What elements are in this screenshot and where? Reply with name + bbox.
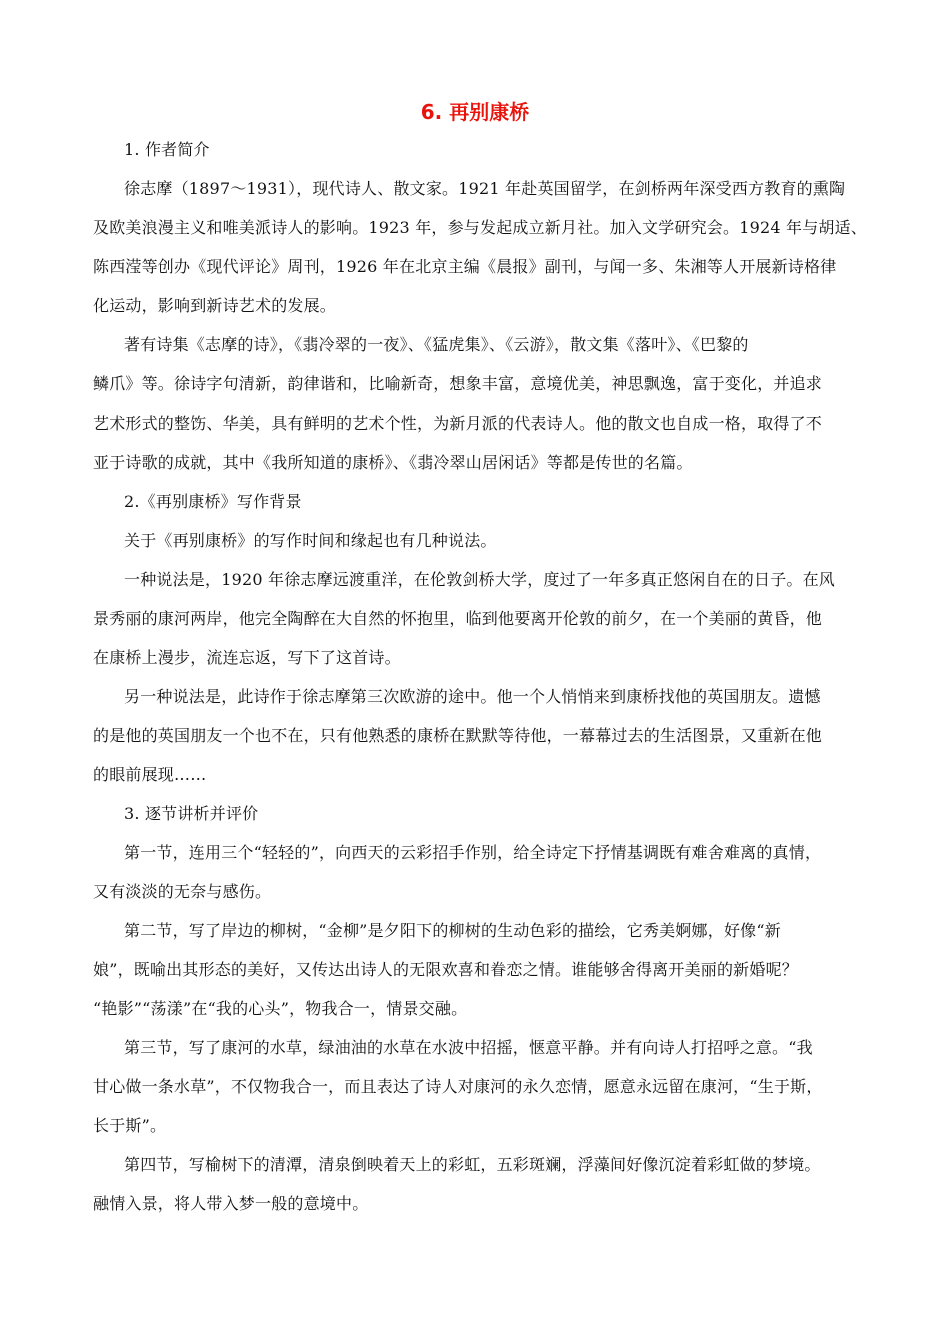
paragraph-line: 第四节，写榆树下的清潭，清泉倒映着天上的彩虹，五彩斑斓，浮藻间好像沉淀着彩虹做的梦境。	[124, 1155, 821, 1174]
paragraph-line: 关于《再别康桥》的写作时间和缘起也有几种说法。	[124, 531, 497, 550]
paragraph-line: 陈西滢等创办《现代评论》周刊，1926 年在北京主编《晨报》副刊，与闻一多、朱湘等人开展新诗格律	[93, 257, 837, 276]
paragraph-line: 第二节，写了岸边的柳树，“金柳”是夕阳下的柳树的生动色彩的描绘，它秀美婀娜，好像“新	[124, 921, 781, 940]
paragraph-line: “艳影”“荡漾”在“我的心头”，物我合一，情景交融。	[93, 999, 468, 1018]
paragraph-line: 一种说法是，1920 年徐志摩远渡重洋，在伦敦剑桥大学，度过了一年多真正悠闲自在的日子。在风	[124, 570, 836, 589]
paragraph-line: 亚于诗歌的成就，其中《我所知道的康桥》、《翡冷翠山居闲话》等都是传世的名篇。	[93, 453, 693, 472]
paragraph-line: 的眼前展现……	[93, 765, 207, 784]
paragraph-line: 鳞爪》等。徐诗字句清新，韵律谐和，比喻新奇，想象丰富，意境优美，神思飘逸，富于变化，并追求	[93, 374, 823, 393]
paragraph-line: 又有淡淡的无奈与感伤。	[93, 882, 272, 901]
paragraph-line: 甘心做一条水草”，不仅物我合一，而且表达了诗人对康河的永久恋情，愿意永远留在康河，“生于斯，	[93, 1077, 823, 1096]
paragraph-line: 及欧美浪漫主义和唯美派诗人的影响。1923 年，参与发起成立新月社。加入文学研究会。1924 年与胡适、	[93, 218, 868, 237]
paragraph-line: 艺术形式的整饬、华美，具有鲜明的艺术个性，为新月派的代表诗人。他的散文也自成一格，取得了不	[93, 414, 823, 433]
document-title: 6. 再别康桥	[420, 100, 530, 124]
paragraph-line: 的是他的英国朋友一个也不在，只有他熟悉的康桥在默默等待他，一幕幕过去的生活图景，又重新在他	[93, 726, 823, 745]
section-heading-background: 2.《再别康桥》写作背景	[124, 492, 302, 511]
paragraph-line: 另一种说法是，此诗作于徐志摩第三次欧游的途中。他一个人悄悄来到康桥找他的英国朋友。遗憾	[124, 687, 821, 706]
paragraph-line: 徐志摩（1897～1931），现代诗人、散文家。1921 年赴英国留学，在剑桥两年深受西方教育的熏陶	[124, 179, 846, 198]
paragraph-line: 长于斯”。	[93, 1116, 167, 1135]
paragraph-line: 著有诗集《志摩的诗》，《翡冷翠的一夜》、《猛虎集》、《云游》，散文集《落叶》、《巴黎的	[124, 335, 749, 354]
paragraph-line: 融情入景，将人带入梦一般的意境中。	[93, 1194, 369, 1213]
paragraph-line: 化运动，影响到新诗艺术的发展。	[93, 296, 337, 315]
paragraph-line: 在康桥上漫步，流连忘返，写下了这首诗。	[93, 648, 401, 667]
paragraph-line: 景秀丽的康河两岸，他完全陶醉在大自然的怀抱里，临到他要离开伦敦的前夕，在一个美丽的黄昏，他	[93, 609, 823, 628]
paragraph-line: 第三节，写了康河的水草，绿油油的水草在水波中招摇，惬意平静。并有向诗人打招呼之意。“我	[124, 1038, 813, 1057]
section-heading-analysis: 3. 逐节讲析并评价	[124, 804, 259, 823]
paragraph-line: 娘”，既喻出其形态的美好，又传达出诗人的无限欢喜和眷恋之情。谁能够舍得离开美丽的新婚呢？	[93, 960, 798, 979]
paragraph-line: 第一节，连用三个“轻轻的”，向西天的云彩招手作别，给全诗定下抒情基调既有难舍难离的真情，	[124, 843, 822, 862]
section-heading-author: 1. 作者简介	[124, 140, 210, 159]
